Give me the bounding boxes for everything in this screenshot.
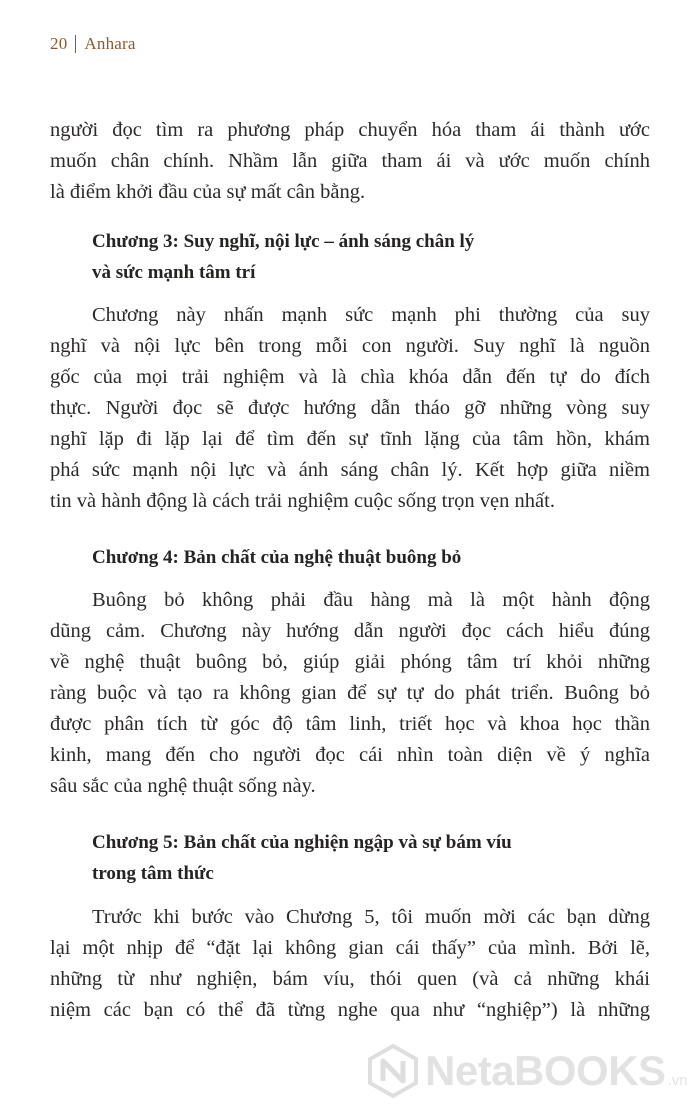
- text-line: nghĩ lặp đi lặp lại để tìm đến sự tĩnh lặng của tâm hồn, khám: [50, 428, 650, 450]
- text-line: người đọc tìm ra phương pháp chuyển hóa tham ái thành ước: [50, 119, 650, 141]
- chapter-4-heading: [92, 542, 652, 573]
- text-line: muốn chân chính. Nhầm lẫn giữa tham ái và ước muốn chính: [50, 150, 650, 172]
- watermark-logo-icon: [365, 1043, 421, 1099]
- text-line: ràng buộc và tạo ra không gian để sự tự do phát triển. Buông bỏ: [50, 682, 650, 704]
- text-line: Trước khi bước vào Chương 5, tôi muốn mời các bạn dừng: [92, 906, 650, 928]
- chapter-5-body: [50, 902, 650, 1026]
- header-divider: [75, 35, 76, 53]
- heading-line: trong tâm thức: [92, 863, 214, 884]
- chapter-3-body: [50, 300, 650, 517]
- text-line: dũng cảm. Chương này hướng dẫn người đọc cách hiểu đúng: [50, 620, 650, 642]
- watermark-suffix: .vn: [667, 1071, 688, 1089]
- heading-line: Chương 5: Bản chất của nghiện ngập và sự bám víu: [92, 832, 512, 853]
- text-line: tin và hành động là cách trải nghiệm cuộc sống trọn vẹn nhất.: [50, 490, 555, 512]
- text-line: niệm các bạn có thể đã từng nghe qua như “nghiệp”) là những: [50, 999, 650, 1021]
- text-line: phá sức mạnh nội lực và ánh sáng chân lý. Kết hợp giữa niềm: [50, 459, 650, 481]
- text-line: được phân tích từ góc độ tâm linh, triết học và khoa học thần: [50, 713, 650, 735]
- heading-line: Chương 3: Suy nghĩ, nội lực – ánh sáng chân lý: [92, 231, 475, 252]
- text-line: thực. Người đọc sẽ được hướng dẫn tháo gỡ những vòng suy: [50, 397, 650, 419]
- chapter-5-heading: [92, 827, 652, 889]
- watermark-name: NetaBOOKS: [425, 1047, 666, 1094]
- text-line: là điểm khởi đầu của sự mất cân bằng.: [50, 181, 366, 203]
- text-line: nghĩ và nội lực bên trong mỗi con người. Suy nghĩ là nguồn: [50, 335, 650, 357]
- text-line: gốc của mọi trải nghiệm và là chìa khóa dẫn đến tự do đích: [50, 366, 650, 388]
- running-header: [50, 34, 136, 54]
- watermark: [365, 1043, 688, 1099]
- book-title: Anhara: [84, 34, 136, 53]
- paragraph-intro: [50, 115, 650, 208]
- text-line: kinh, mang đến cho người đọc cái nhìn toàn diện về ý nghĩa: [50, 744, 650, 766]
- text-line: Chương này nhấn mạnh sức mạnh phi thường của suy: [92, 304, 650, 326]
- chapter-3-heading: [92, 226, 652, 288]
- text-line: sâu sắc của nghệ thuật sống này.: [50, 775, 316, 797]
- text-line: về nghệ thuật buông bỏ, giúp giải phóng tâm trí khỏi những: [50, 651, 650, 673]
- text-line: Buông bỏ không phải đầu hàng mà là một hành động: [92, 589, 650, 611]
- heading-line: và sức mạnh tâm trí: [92, 262, 256, 283]
- text-line: lại một nhịp để “đặt lại không gian cái thấy” của mình. Bởi lẽ,: [50, 937, 650, 959]
- text-line: những từ như nghiện, bám víu, thói quen (và cả những khái: [50, 968, 650, 990]
- page-number: 20: [50, 34, 68, 53]
- heading-line: Chương 4: Bản chất của nghệ thuật buông bỏ: [92, 547, 462, 568]
- chapter-4-body: [50, 585, 650, 802]
